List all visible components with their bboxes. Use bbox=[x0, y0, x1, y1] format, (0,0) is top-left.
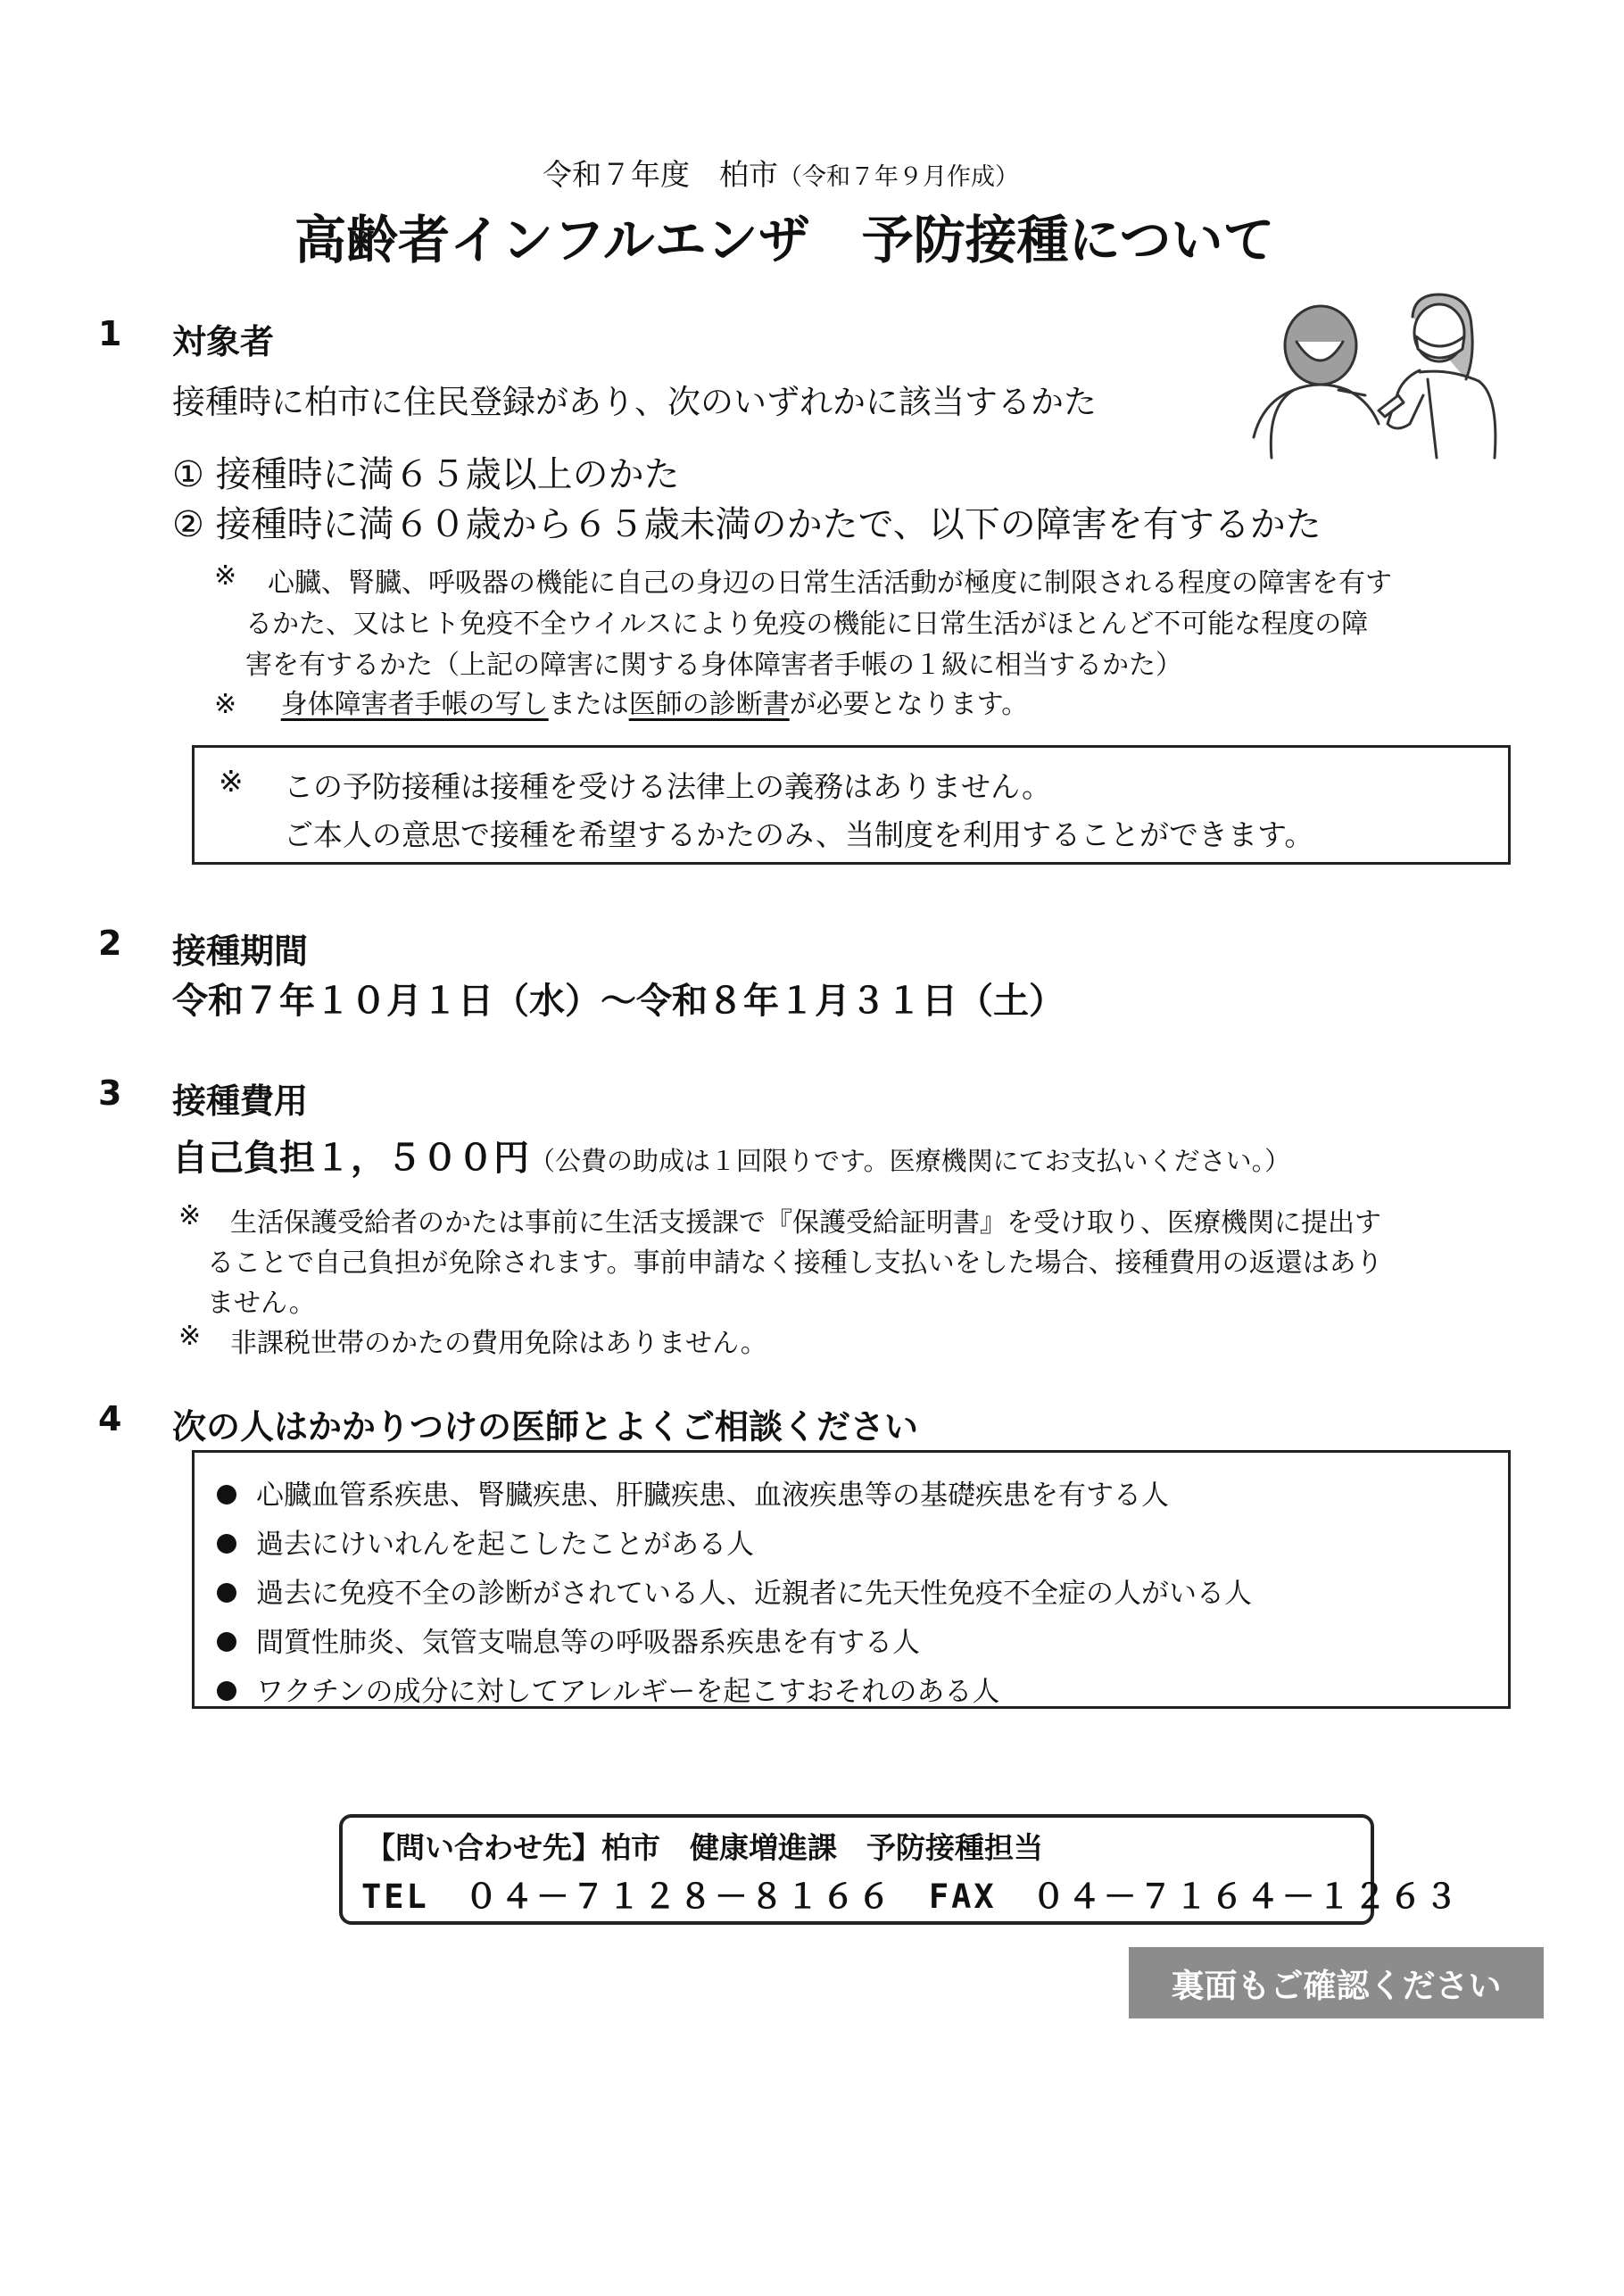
section1-item1: ① 接種時に満６５歳以上のかた bbox=[172, 454, 680, 495]
list-item-text: ワクチンの成分に対してアレルギーを起こすおそれのある人 bbox=[256, 1676, 1000, 1708]
section3-note1-line3: ません。 bbox=[207, 1288, 316, 1319]
bullet-icon bbox=[217, 1681, 236, 1701]
section1-note1-line2: るかた、又はヒト免疫不全ウイルスにより免疫の機能に日常生活がほとんど不可能な程度の障 bbox=[245, 609, 1369, 640]
section3-note1-line1: 生活保護受給者のかたは事前に生活支援課で『保護受給証明書』を受け取り、医療機関に提出す bbox=[230, 1207, 1381, 1239]
section1-item2: ② 接種時に満６０歳から６５歳未満のかたで、以下の障害を有するかた bbox=[172, 504, 1322, 545]
section2-period: 令和７年１０月１日（水）～令和８年１月３１日（土） bbox=[172, 981, 1065, 1022]
section1-number: 1 bbox=[98, 314, 122, 353]
section1-note2-doc1: 身体障害者手帳の写し bbox=[280, 689, 549, 720]
section2-heading: 接種期間 bbox=[172, 932, 309, 971]
list-item bbox=[217, 1620, 920, 1660]
list-item-text: 心臓血管系疾患、腎臓疾患、肝臓疾患、血液疾患等の基礎疾患を有する人 bbox=[256, 1480, 1169, 1512]
section3-note2-mark: ※ bbox=[178, 1321, 202, 1352]
page-title: 高齢者インフルエンザ 予防接種について bbox=[294, 210, 1275, 270]
list-item bbox=[217, 1521, 754, 1562]
section1-note2-end: が必要となります。 bbox=[789, 689, 1029, 720]
list-item bbox=[217, 1669, 999, 1709]
section1-note2-mark: ※ bbox=[214, 689, 237, 720]
section3-fee: 自己負担１，５００円 bbox=[172, 1138, 529, 1179]
contact-phone: TEL ０４－７１２８－８１６６ FAX ０４－７１６４－１２６３ bbox=[361, 1877, 1461, 1916]
back-side-note bbox=[1129, 1947, 1544, 2018]
section3-fee-row bbox=[172, 1130, 1290, 1181]
section3-note1-line2: ることで自己負担が免除されます。事前申請なく接種し支払いをした場合、接種費用の返還はあり bbox=[207, 1247, 1383, 1279]
list-item-text: 過去に免疫不全の診断がされている人、近親者に先天性免疫不全症の人がいる人 bbox=[256, 1578, 1252, 1610]
section3-note2-line1: 非課税世帯のかたの費用免除はありません。 bbox=[230, 1328, 767, 1359]
section1-note1-mark: ※ bbox=[214, 560, 237, 592]
section1-note1-line1: 心臓、腎臓、呼吸器の機能に自己の身辺の日常生活活動が極度に制限される程度の障害を有す bbox=[268, 568, 1392, 599]
section1-note2-or: または bbox=[548, 689, 629, 720]
subtitle-text: 令和７年度 柏市 bbox=[543, 157, 778, 192]
section1-note1-line3: 害を有するかた（上記の障害に関する身体障害者手帳の１級に相当するかた） bbox=[245, 650, 1182, 681]
section3-number: 3 bbox=[98, 1073, 122, 1113]
bullet-icon bbox=[217, 1534, 236, 1554]
section1-lead: 接種時に柏市に住民登録があり、次のいずれかに該当するかた bbox=[172, 383, 1097, 421]
list-item-text: 過去にけいれんを起こしたことがある人 bbox=[256, 1529, 754, 1561]
page-subtitle bbox=[543, 152, 1019, 194]
notice-box-mark: ※ bbox=[219, 764, 244, 799]
bullet-icon bbox=[217, 1632, 236, 1652]
notice-box-line2: ご本人の意思で接種を希望するかたのみ、当制度を利用することができます。 bbox=[284, 817, 1314, 852]
contact-label: 【問い合わせ先】柏市 健康増進課 予防接種担当 bbox=[366, 1830, 1043, 1865]
section1-heading: 対象者 bbox=[172, 322, 275, 361]
list-item-text: 間質性肺炎、気管支喘息等の呼吸器系疾患を有する人 bbox=[256, 1627, 920, 1659]
section3-note1-mark: ※ bbox=[178, 1200, 202, 1231]
subtitle-note: （令和７年９月作成） bbox=[778, 163, 1019, 191]
section3-fee-note: （公費の助成は１回限りです。医療機関にてお支払いください。） bbox=[529, 1146, 1291, 1176]
section1-note2-doc2: 医師の診断書 bbox=[628, 689, 790, 720]
section1-note2 bbox=[214, 682, 1028, 721]
section2-number: 2 bbox=[98, 924, 122, 963]
bullet-icon bbox=[217, 1583, 236, 1603]
list-item bbox=[217, 1472, 1169, 1513]
vaccination-illustration bbox=[1245, 290, 1504, 460]
bullet-icon bbox=[217, 1485, 236, 1504]
section3-heading: 接種費用 bbox=[172, 1082, 309, 1121]
list-item bbox=[217, 1571, 1252, 1611]
back-side-note-text: 裏面もご確認ください bbox=[1171, 1967, 1502, 2005]
section4-heading: 次の人はかかりつけの医師とよくご相談ください bbox=[172, 1407, 919, 1446]
notice-box-line1: この予防接種は接種を受ける法律上の義務はありません。 bbox=[284, 769, 1051, 804]
section4-number: 4 bbox=[98, 1399, 122, 1438]
